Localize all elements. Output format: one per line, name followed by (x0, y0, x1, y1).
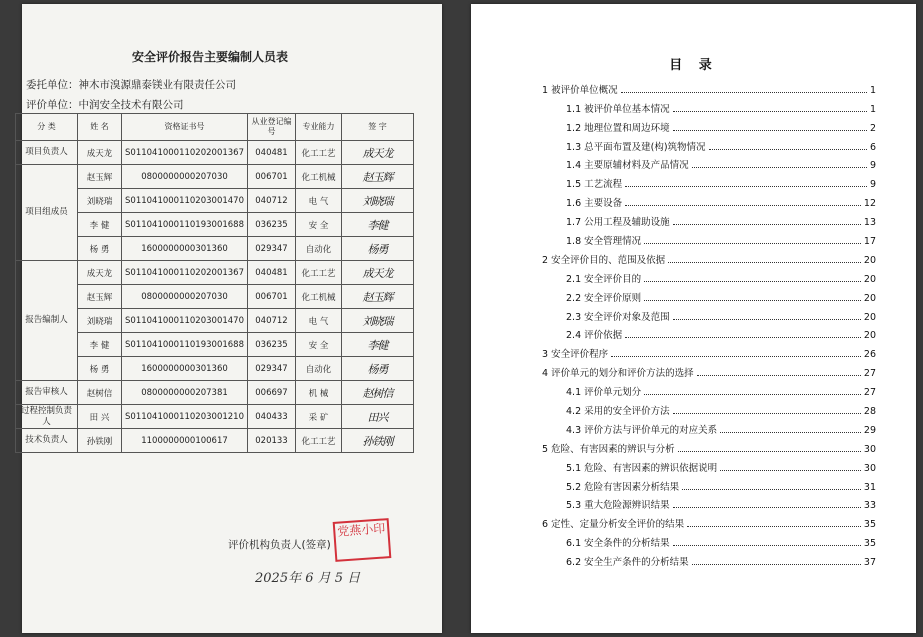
toc-page-number: 29 (863, 424, 876, 436)
cert-number-cell: S011041000110193001688 (122, 213, 248, 237)
toc-entry[interactable] (542, 323, 876, 342)
toc-dot-leader (644, 394, 861, 395)
toc-page-number: 1 (869, 103, 876, 115)
toc-page-number: 20 (863, 254, 876, 266)
handwritten-signature: 李健 (367, 338, 388, 352)
toc-entry-title: 2.3 安全评价对象及范围 (566, 311, 670, 323)
toc-entry-title: 5.2 危险有害因素分析结果 (566, 481, 680, 493)
toc-dot-leader (673, 130, 867, 131)
handwritten-date: 2025年 6 月 5 日 (255, 571, 361, 586)
toc-dot-leader (668, 262, 861, 263)
toc-entry-title: 6.1 安全条件的分析结果 (566, 538, 670, 550)
toc-entry-title: 4 评价单元的划分和评价方法的选择 (542, 368, 694, 380)
toc-entry-title: 1.3 总平面布置及建(构)筑物情况 (566, 141, 706, 153)
name-cell: 刘晓瑞 (78, 309, 122, 333)
staff-table-header (16, 114, 414, 141)
toc-entry-title: 5.1 危险、有害因素的辨识依据说明 (566, 462, 718, 474)
toc-dot-leader (673, 111, 867, 112)
cert-number-cell: 0800000000207381 (122, 381, 248, 405)
skill-cell: 化工工艺 (296, 141, 342, 165)
cert-number-cell: S011041000110202001367 (122, 261, 248, 285)
registration-number-cell: 040481 (248, 261, 296, 285)
seal-text: 党燕小印 (336, 521, 386, 539)
skill-cell: 电 气 (296, 309, 342, 333)
toc-entry[interactable] (542, 417, 876, 436)
toc-title: 目 录 (669, 58, 718, 73)
toc-page-number: 30 (863, 462, 876, 474)
toc-dot-leader (644, 243, 861, 244)
toc-entry-title: 6 定性、定量分析安全评价的结果 (542, 519, 685, 531)
toc-entry[interactable] (542, 190, 876, 209)
toc-entry[interactable] (542, 436, 876, 455)
cert-number-cell: S011041000110203001210 (122, 405, 248, 429)
column-header: 签 字 (342, 114, 414, 141)
toc-dot-leader (692, 167, 867, 168)
toc-page-number: 31 (863, 481, 876, 493)
registration-number-cell: 006697 (248, 381, 296, 405)
toc-dot-leader (692, 564, 861, 565)
toc-entry-title: 1.6 主要设备 (566, 198, 623, 210)
handwritten-signature: 田兴 (367, 410, 388, 424)
table-of-contents (542, 77, 876, 568)
handwritten-signature: 刘晓瑞 (362, 314, 393, 328)
toc-dot-leader (687, 526, 861, 527)
toc-page-number: 33 (863, 500, 876, 512)
handwritten-signature: 成天龙 (362, 266, 393, 280)
toc-entry[interactable] (542, 228, 876, 247)
client-label: 委托单位： (26, 79, 79, 91)
cert-number-cell: 1600000000301360 (122, 237, 248, 261)
evaluator-label: 评价单位： (26, 99, 79, 111)
toc-page-number: 27 (863, 387, 876, 399)
signature-cell (342, 405, 414, 429)
name-cell: 成天龙 (78, 261, 122, 285)
toc-entry[interactable] (542, 171, 876, 190)
column-header: 专业能力 (296, 114, 342, 141)
toc-entry[interactable] (542, 247, 876, 266)
toc-entry[interactable] (542, 96, 876, 115)
toc-entry-title: 4.2 采用的安全评价方法 (566, 406, 670, 418)
cert-number-cell: 1600000000301360 (122, 357, 248, 381)
table-row (16, 405, 414, 429)
toc-page-number: 9 (869, 160, 876, 172)
registration-number-cell: 029347 (248, 237, 296, 261)
skill-cell: 安 全 (296, 213, 342, 237)
signature-cell (342, 261, 414, 285)
registration-number-cell: 006701 (248, 285, 296, 309)
signature-cell (342, 357, 414, 381)
toc-page-number: 1 (869, 84, 876, 96)
toc-page-number: 2 (869, 122, 876, 134)
registration-number-cell: 006701 (248, 165, 296, 189)
toc-dot-leader (682, 489, 861, 490)
registration-number-cell: 036235 (248, 213, 296, 237)
signature-cell (342, 165, 414, 189)
handwritten-signature: 李健 (367, 218, 388, 232)
skill-cell: 安 全 (296, 333, 342, 357)
toc-entry[interactable] (542, 379, 876, 398)
toc-dot-leader (625, 205, 861, 206)
toc-entry-title: 2.1 安全评价目的 (566, 273, 642, 285)
toc-dot-leader (673, 224, 861, 225)
staff-table (15, 113, 414, 453)
toc-dot-leader (673, 413, 861, 414)
toc-entry-title: 2 安全评价目的、范围及依据 (542, 254, 666, 266)
role-cell: 项目组成员 (16, 165, 78, 261)
table-row (16, 165, 414, 189)
handwritten-signature: 孙铁刚 (362, 434, 393, 448)
toc-entry-title: 6.2 安全生产条件的分析结果 (566, 557, 689, 569)
toc-entry-title: 2.4 评价依据 (566, 330, 623, 342)
skill-cell: 化工机械 (296, 165, 342, 189)
toc-dot-leader (673, 507, 861, 508)
cert-number-cell: S011041000110202001367 (122, 141, 248, 165)
toc-dot-leader (678, 451, 861, 452)
toc-entry-title: 1.5 工艺流程 (566, 179, 623, 191)
evaluator-line (26, 97, 184, 112)
toc-entry[interactable] (542, 511, 876, 530)
toc-entry-title: 4.1 评价单元划分 (566, 387, 642, 399)
toc-entry-title: 5 危险、有害因素的辨识与分析 (542, 443, 675, 455)
agency-head-signature-label: 评价机构负责人(签章) (228, 539, 331, 551)
name-cell: 赵玉辉 (78, 285, 122, 309)
skill-cell: 化工工艺 (296, 261, 342, 285)
name-cell: 孙铁刚 (78, 429, 122, 453)
toc-entry[interactable] (542, 474, 876, 493)
cert-number-cell: S011041000110203001470 (122, 309, 248, 333)
toc-page-number: 35 (863, 519, 876, 531)
registration-number-cell: 029347 (248, 357, 296, 381)
handwritten-signature: 成天龙 (362, 146, 393, 160)
evaluator-value: 中润安全技术有限公司 (78, 99, 184, 111)
toc-page-number: 12 (863, 198, 876, 210)
cert-number-cell: 0800000000207030 (122, 165, 248, 189)
name-cell: 成天龙 (78, 141, 122, 165)
signature-cell (342, 309, 414, 333)
toc-dot-leader (697, 375, 861, 376)
column-header: 分 类 (16, 114, 78, 141)
client-line (26, 77, 236, 92)
toc-entry[interactable] (542, 304, 876, 323)
toc-entry[interactable] (542, 549, 876, 568)
table-row (16, 141, 414, 165)
toc-page-number: 30 (863, 443, 876, 455)
toc-dot-leader (673, 319, 861, 320)
signature-cell (342, 237, 414, 261)
toc-entry-title: 1.8 安全管理情况 (566, 236, 642, 248)
toc-page-number: 6 (869, 141, 876, 153)
registration-number-cell: 036235 (248, 333, 296, 357)
role-cell: 报告审核人 (16, 381, 78, 405)
registration-number-cell: 020133 (248, 429, 296, 453)
column-header: 资格证书号 (122, 114, 248, 141)
staff-table-title: 安全评价报告主要编制人员表 (131, 50, 288, 64)
toc-entry[interactable] (542, 360, 876, 379)
toc-dot-leader (621, 92, 867, 93)
skill-cell: 电 气 (296, 189, 342, 213)
registration-number-cell: 040712 (248, 189, 296, 213)
handwritten-signature: 赵玉辉 (362, 290, 393, 304)
column-header: 姓 名 (78, 114, 122, 141)
toc-dot-leader (644, 281, 861, 282)
skill-cell: 自动化 (296, 237, 342, 261)
signature-cell (342, 429, 414, 453)
toc-entry-title: 1.4 主要原辅材料及产品情况 (566, 160, 689, 172)
table-row (16, 261, 414, 285)
toc-entry[interactable] (542, 341, 876, 360)
name-cell: 刘晓瑞 (78, 189, 122, 213)
signature-cell (342, 189, 414, 213)
toc-dot-leader (644, 300, 861, 301)
toc-entry[interactable] (542, 493, 876, 512)
handwritten-signature: 赵树信 (362, 386, 393, 400)
cert-number-cell: S011041000110203001470 (122, 189, 248, 213)
registration-number-cell: 040481 (248, 141, 296, 165)
toc-entry[interactable] (542, 77, 876, 96)
toc-entry[interactable] (542, 530, 876, 549)
toc-dot-leader (625, 186, 867, 187)
toc-entry-title: 1.1 被评价单位基本情况 (566, 103, 670, 115)
client-value: 神木市溴源鼎泰镁业有限责任公司 (78, 79, 236, 91)
role-cell: 项目负责人 (16, 141, 78, 165)
toc-page-number: 20 (863, 292, 876, 304)
toc-page-number: 28 (863, 406, 876, 418)
toc-page-number: 17 (863, 236, 876, 248)
handwritten-signature: 杨勇 (367, 242, 388, 256)
handwritten-signature: 杨勇 (367, 362, 388, 376)
toc-dot-leader (611, 356, 861, 357)
registration-number-cell: 040433 (248, 405, 296, 429)
skill-cell: 化工机械 (296, 285, 342, 309)
name-cell: 赵玉辉 (78, 165, 122, 189)
toc-entry-title: 1.7 公用工程及辅助设施 (566, 217, 670, 229)
toc-entry[interactable] (542, 455, 876, 474)
staff-table-body (16, 141, 414, 453)
toc-entry[interactable] (542, 398, 876, 417)
toc-page-number: 20 (863, 311, 876, 323)
toc-entry[interactable] (542, 115, 876, 134)
toc-page-number: 27 (863, 368, 876, 380)
cert-number-cell: S011041000110193001688 (122, 333, 248, 357)
toc-entry-title: 1 被评价单位概况 (542, 84, 618, 96)
skill-cell: 采 矿 (296, 405, 342, 429)
table-row (16, 381, 414, 405)
skill-cell: 自动化 (296, 357, 342, 381)
toc-dot-leader (720, 432, 861, 433)
cert-number-cell: 0800000000207030 (122, 285, 248, 309)
role-cell: 技术负责人 (16, 429, 78, 453)
registration-number-cell: 040712 (248, 309, 296, 333)
toc-entry[interactable] (542, 209, 876, 228)
skill-cell: 化工工艺 (296, 429, 342, 453)
toc-page-number: 9 (869, 179, 876, 191)
column-header: 从业登记编号 (248, 114, 296, 141)
signature-cell (342, 141, 414, 165)
toc-dot-leader (625, 337, 861, 338)
role-cell: 过程控制负责人 (16, 405, 78, 429)
signature-cell (342, 213, 414, 237)
role-cell: 报告编制人 (16, 261, 78, 381)
handwritten-signature: 刘晓瑞 (362, 194, 393, 208)
toc-entry[interactable] (542, 285, 876, 304)
toc-dot-leader (673, 545, 861, 546)
handwritten-signature: 赵玉辉 (362, 170, 393, 184)
toc-entry[interactable] (542, 134, 876, 153)
toc-entry[interactable] (542, 153, 876, 172)
table-row (16, 429, 414, 453)
toc-page-number: 35 (863, 538, 876, 550)
toc-entry-title: 1.2 地理位置和周边环境 (566, 122, 670, 134)
signature-cell (342, 381, 414, 405)
name-cell: 田 兴 (78, 405, 122, 429)
toc-page-number: 37 (863, 557, 876, 569)
name-cell: 杨 勇 (78, 237, 122, 261)
toc-page-number: 26 (863, 349, 876, 361)
signature-cell (342, 333, 414, 357)
name-cell: 赵树信 (78, 381, 122, 405)
name-cell: 李 健 (78, 213, 122, 237)
signature-cell (342, 285, 414, 309)
toc-dot-leader (720, 470, 861, 471)
name-cell: 李 健 (78, 333, 122, 357)
toc-page-number: 20 (863, 273, 876, 285)
official-seal (333, 518, 392, 562)
toc-entry[interactable] (542, 266, 876, 285)
skill-cell: 机 械 (296, 381, 342, 405)
toc-page-number: 13 (863, 217, 876, 229)
name-cell: 杨 勇 (78, 357, 122, 381)
toc-dot-leader (709, 149, 867, 150)
toc-entry-title: 4.3 评价方法与评价单元的对应关系 (566, 424, 718, 436)
toc-page-number: 20 (863, 330, 876, 342)
cert-number-cell: 1100000000100617 (122, 429, 248, 453)
toc-entry-title: 3 安全评价程序 (542, 349, 609, 361)
toc-entry-title: 2.2 安全评价原则 (566, 292, 642, 304)
toc-entry-title: 5.3 重大危险源辨识结果 (566, 500, 670, 512)
